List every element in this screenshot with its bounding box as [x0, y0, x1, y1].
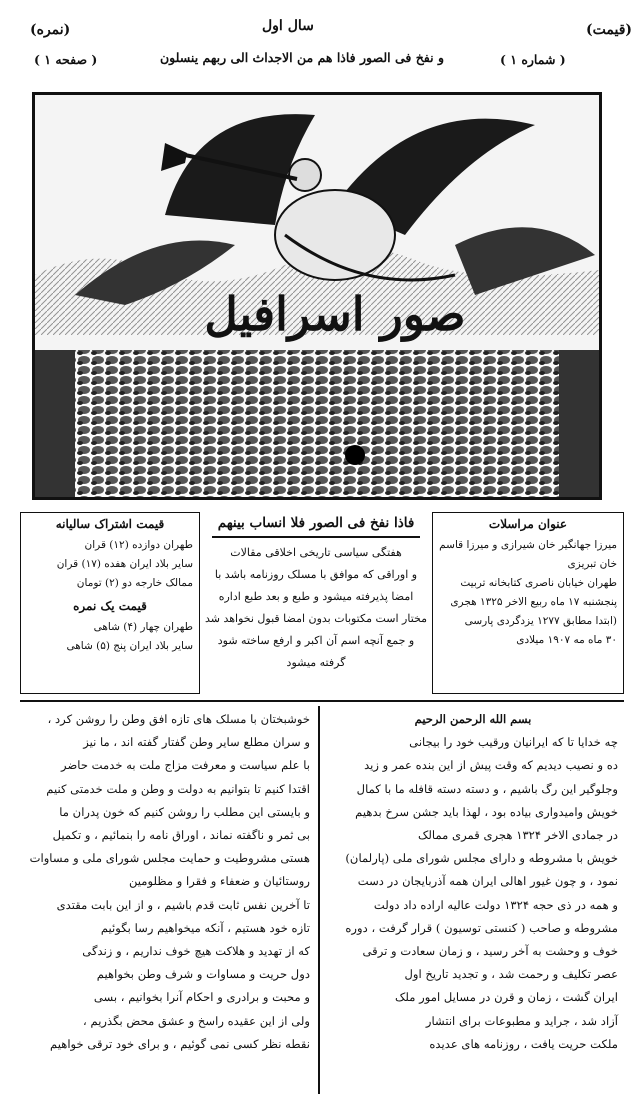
subscription-box	[20, 512, 200, 694]
article-line: با علم سیاست و معرفت مزاج ملت به خدمت حاضر	[61, 758, 310, 773]
correspondence-line: پنجشنبه ۱۷ ماه ربیع الاخر ۱۳۲۵ هجری	[450, 596, 617, 608]
correspondence-line: (ابتدا مطابق ۱۲۷۷ یزدگردی پارسی	[464, 615, 617, 627]
article-line: آزاد شد ، جراید و مطبوعات برای انتشار	[425, 1013, 618, 1028]
article-line: خوشبختان با مسلک های تازه افق وطن را روشن کرد ،	[47, 712, 310, 726]
article-line: بی ثمر و ناگفته نماند ، اوراق نامه را بنمائیم ، و تکمیل	[52, 828, 310, 843]
article-line: و همه در ذی حجه ۱۳۲۴ دولت عالیه اراده داد دولت	[373, 897, 618, 912]
editorial-line: و جمع آنچه اسم آن اکبر و ارفع ساخته شود گرفته میشود	[217, 634, 415, 669]
subscription-line: سایر بلاد ایران هفده (۱۷) قران	[56, 558, 193, 570]
single-issue-line: سایر بلاد ایران پنج (۵) شاهی	[66, 640, 193, 652]
subscription-line: ممالک خارجه دو (۲) تومان	[76, 577, 193, 589]
article-line: دول حریت و مساوات و شرف وطن بخواهیم	[96, 967, 310, 982]
article-line: ایران گشت ، زمان و قرن در مسایل امور ملک	[395, 990, 618, 1005]
correspondence-box	[432, 512, 624, 694]
correspondence-line: طهران خیابان ناصری کتابخانه تربیت	[460, 577, 617, 589]
article-column-right	[322, 708, 624, 1092]
article-line: چه خدایا تا که ایرانیان ورقیب خود را بیجانی	[409, 735, 618, 750]
article-line: نقطه نظر کسی نمی گوئیم ، و برای خود ترقی خواهیم	[50, 1036, 310, 1051]
header-issue-label: (نمره)	[30, 22, 71, 38]
article-line: و بایستی این مطلب را روشن کنیم که خون پدران ما	[59, 804, 310, 819]
article-line: خویش وامیدواری بیاده بود ، لهذا باید جشن سرخ بدهیم	[355, 804, 618, 819]
single-issue-title: قیمت یک نمره	[73, 599, 147, 613]
article-line: عصر تکلیف و رحمت شد ، و تجدید تاریخ اول	[404, 967, 618, 982]
article-line: تا آخرین نفس ثابت قدم باشیم ، و از این بابت مقتدی	[56, 897, 310, 912]
header-issue-number: ( شماره ۱ )	[500, 52, 566, 67]
subscription-line: طهران دوازده (۱۲) قران	[84, 539, 193, 551]
article-line: نمود ، و چون غیور اهالی ایران همه آذربایجان در دست	[357, 874, 618, 889]
article-line: ملکت حریت یافت ، روزنامه های عدیده	[429, 1036, 618, 1051]
article-line: هستی مشروطیت و حمایت مجلس شورای ملی و مساوات	[29, 851, 310, 866]
article-line: در جمادی الاخر ۱۳۲۴ هجری قمری ممالک	[418, 828, 618, 843]
article-line: وجلوگیر این رگ باشیم ، و دسته دسته قافله ما با کمال	[356, 781, 618, 796]
header-page-number: ( صفحه ۱ )	[34, 52, 98, 67]
editorial-line: هفتگی سیاسی تاریخی اخلاقی مقالات	[230, 546, 402, 559]
single-issue-line: طهران چهار (۴) شاهی	[93, 621, 193, 633]
header-price-label: (قیمت)	[586, 22, 633, 38]
correspondence-line: ۳۰ ماه مه ۱۹۰۷ میلادی	[516, 634, 617, 646]
article-line: خویش با مشروطه و دارای مجلس شورای ملی (پارلمان)	[345, 851, 618, 866]
article-line: که از تهدید و هلاکت هیچ خوف نداریم ، و زندگی	[82, 944, 310, 959]
editorial-title: فاذا نفخ فی الصور فلا انساب بینهم	[212, 512, 420, 538]
basmala-heading: بسم الله الرحمن الرحیم	[414, 712, 532, 726]
editorial-notice	[204, 512, 428, 694]
editorial-line: مختار است مکتوبات بدون امضا قبول نخواهد شد	[204, 612, 428, 625]
section-divider	[20, 700, 624, 702]
correspondence-line: خان تبریزی	[567, 558, 617, 570]
editorial-line: و اوراقی که موافق با مسلک روزنامه باشد با	[214, 568, 418, 581]
masthead-title: صور اسرافیل	[204, 287, 466, 341]
subscription-title: قیمت اشتراک سالیانه	[55, 517, 165, 531]
correspondence-line: میرزا جهانگیر خان شیرازی و میرزا قاسم	[439, 539, 617, 551]
masthead-illustration	[32, 92, 602, 500]
column-divider	[318, 706, 320, 1094]
article-line: ده و نصیب دیدیم که وقت پیش از این بنده عمر و زید	[364, 758, 618, 773]
article-line: تازه خود هستیم ، آنکه میخواهیم رسا بگوئیم	[100, 920, 310, 935]
editorial-line: امضا پذیرفته میشود و طبع و بعد طبع اداره	[218, 590, 414, 603]
article-line: روستائیان و ضعفاء و فقرا و مظلومین	[128, 874, 310, 889]
article-column-left	[20, 708, 316, 1092]
article-line: مشروطه و صاحب ( کنستی توسیون ) قرار گرفت ، دوره	[345, 920, 618, 935]
article-line: اقتدا کنیم تا بتوانیم به دولت و وطن و ملت خدمتی کنیم	[46, 781, 310, 796]
correspondence-title: عنوان مراسلات	[488, 517, 568, 531]
header-year-label: سال اول	[262, 18, 314, 34]
header-quran-verse: و نفخ فی الصور فاذا هم من الاجداث الی ربهم ینسلون	[160, 50, 444, 65]
article-line: و محبت و برادری و احکام آنرا بخوانیم ، بسی	[93, 990, 310, 1005]
article-line: خوف و وحشت به آخر رسید ، و زمان سعادت و ترقی	[362, 944, 618, 959]
article-line: ولی از این عقیده راسخ و عشق محض بگذریم ،	[83, 1013, 310, 1028]
angel-trumpet-illustration	[35, 95, 599, 497]
article-line: و سران مطلع سایر وطن گفتار گفته اند ، ما نیز	[83, 735, 310, 750]
